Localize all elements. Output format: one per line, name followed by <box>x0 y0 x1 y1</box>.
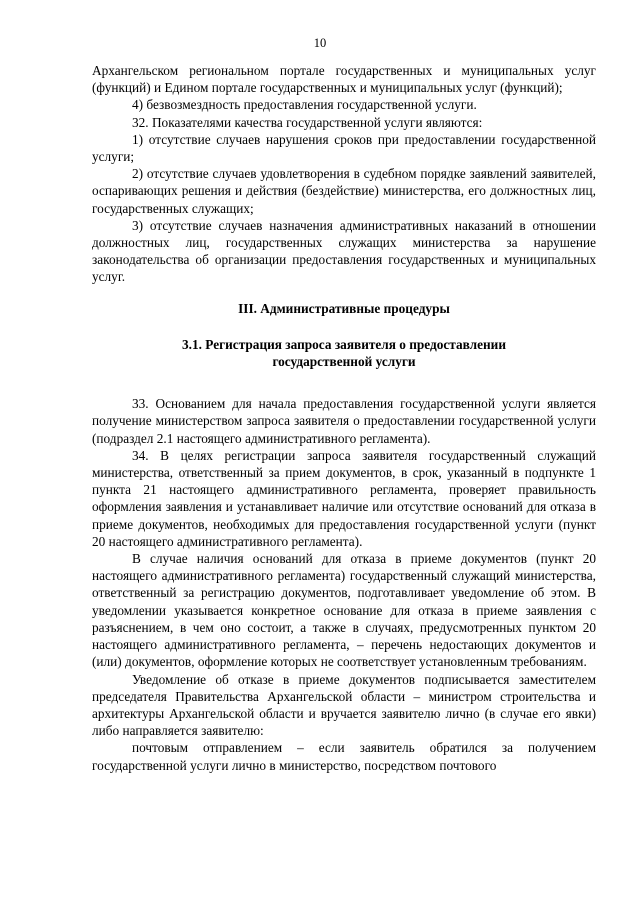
paragraph: Архангельском региональном портале государственных и муниципальных услуг (функций) и Едином портале государственных и муниципальных услуг (функций); <box>92 63 596 96</box>
paragraph: 32. Показателями качества государственной услуги являются: <box>132 114 483 130</box>
paragraph: 4) безвозмездность предоставления государственной услуги. <box>132 97 477 113</box>
paragraph: 3) отсутствие случаев назначения административных наказаний в отношении должностных лиц, государственных служащих министерства за нарушение законодательства об организации предоставления государственных и муниципальных услуг. <box>92 217 596 285</box>
section-body <box>92 395 596 773</box>
paragraph: почтовым отправлением – если заявитель обратился за получением государственной услуги лично в министерство, посредством почтового <box>92 740 596 773</box>
page-number: 10 <box>313 36 327 50</box>
paragraph: Уведомление об отказе в приеме документов подписывается заместителем председателя Правительства Архангельской области – министром строительства и архитектуры Архангельской области и вручается заявителю лично (в случае его явки) либо направляется заявителю: <box>92 671 596 739</box>
paragraph: 1) отсутствие случаев нарушения сроков при предоставлении государственной услуги; <box>92 131 596 165</box>
paragraph: 33. Основанием для начала предоставления государственной услуги является получение министерством запроса заявителя о предоставлении государственной услуги (подраздел 2.1 настоящего административного регламента). <box>92 396 596 446</box>
sub-heading <box>92 336 596 370</box>
document-body <box>92 62 596 774</box>
sub-heading-line: 3.1. Регистрация запроса заявителя о предоставлении <box>181 336 507 352</box>
sub-heading-line: государственной услуги <box>272 354 416 370</box>
paragraph: В случае наличия оснований для отказа в приеме документов (пункт 20 настоящего административного регламента) государственный служащий министерства, ответственный за регистрацию документов, подготавливает уведомление об этом. В уведомлении указывается конкретное основание для отказа в приеме заявления с разъяснением, в чем оно состоит, а также в случаях, предусмотренных пунктом 20 настоящего административного регламента, – перечень недостающих документов и (или) документов, оформление которых не соответствует установленным требованиям. <box>92 551 596 670</box>
paragraph: 2) отсутствие случаев удовлетворения в судебном порядке заявлений заявителей, оспаривающих решения и действия (бездействие) министерства, его должностных лиц, государственных служащих; <box>92 166 596 216</box>
section-heading: III. Административные процедуры <box>238 300 450 316</box>
paragraph: 34. В целях регистрации запроса заявителя государственный служащий министерства, ответственный за прием документов, в срок, указанный в подпункте 1 пункта 21 настоящего административного регламента, проверяет правильность оформления заявления и устанавливает наличие или отсутствие оснований для отказа в приеме документов, необходимых для предоставления государственной услуги (пункт 20 настоящего административного регламента). <box>92 447 596 549</box>
